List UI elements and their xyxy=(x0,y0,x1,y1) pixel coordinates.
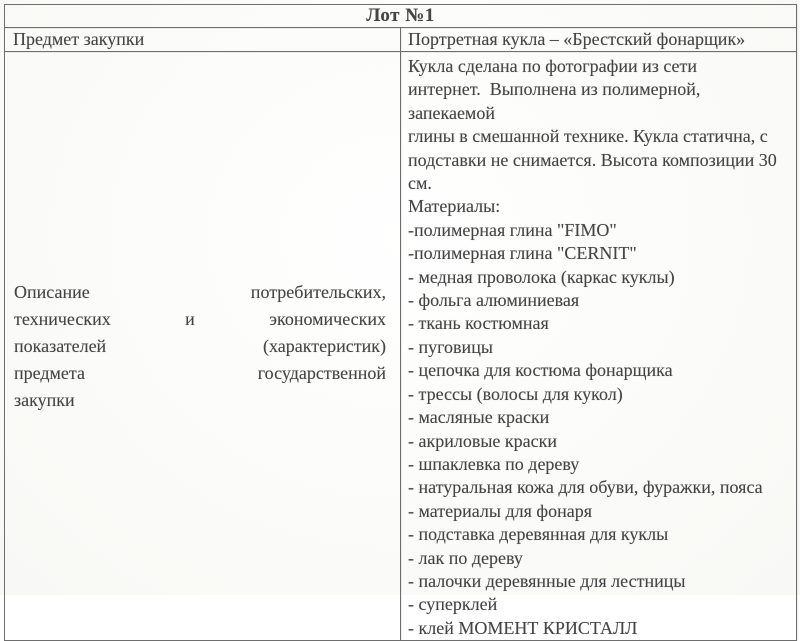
text-line: технических и экономических xyxy=(14,308,386,329)
text-line: предмета государственной xyxy=(14,362,386,383)
subject-row xyxy=(5,28,797,52)
text-line: - масляные краски xyxy=(408,407,550,428)
text-line: -полимерная глина "FIMO" xyxy=(408,219,617,240)
text-line: закупки xyxy=(14,389,75,410)
table-title-row xyxy=(5,5,797,28)
description-label-cell xyxy=(5,52,401,641)
subject-value: Портретная кукла – «Брестский фонарщик» xyxy=(401,28,797,52)
text-line: - цепочка для костюма фонарщика xyxy=(408,360,673,381)
description-value xyxy=(408,55,790,640)
subject-label: Предмет закупки xyxy=(5,28,401,52)
text-line: - пуговицы xyxy=(408,336,493,357)
lot-table xyxy=(4,4,797,641)
text-line: подставки не снимается. Высота композиции 30 см. xyxy=(408,149,782,194)
text-line: - шпаклевка по дереву xyxy=(408,453,580,474)
text-line: - лак по дереву xyxy=(408,547,523,568)
text-line: Кукла сделана по фотографии из сети xyxy=(408,56,698,76)
text-line: - подставка деревянная для куклы xyxy=(408,524,669,545)
text-line: - палочки деревянные для лестницы xyxy=(408,570,686,591)
text-line: - материалы для фонаря xyxy=(408,500,592,521)
description-value-cell xyxy=(401,52,797,641)
text-line: интернет. Выполнена из полимерной, запекаемой xyxy=(408,79,705,123)
text-line: - суперклей xyxy=(408,594,498,615)
lot-title: Лот №1 xyxy=(5,5,797,28)
text-line: - фольга алюминиевая xyxy=(408,290,580,311)
text-line: - натуральная кожа для обуви, фуражки, пояса xyxy=(408,477,763,498)
description-row xyxy=(5,52,797,641)
text-line: - ткань костюмная xyxy=(408,313,549,334)
text-line: глины в смешанной технике. Кукла статична, с xyxy=(408,126,768,147)
text-line: Описание потребительских, xyxy=(14,281,386,302)
description-label xyxy=(14,279,386,414)
text-line: показателей (характеристик) xyxy=(14,335,386,356)
text-line: - клей МОМЕНТ КРИСТАЛЛ xyxy=(408,617,638,638)
text-line: Материалы: xyxy=(408,196,501,217)
text-line: - акриловые краски xyxy=(408,430,558,451)
text-line: - медная проволока (каркас куклы) xyxy=(408,266,675,287)
text-line: - трессы (волосы для кукол) xyxy=(408,383,623,404)
text-line: -полимерная глина "CERNIT" xyxy=(408,243,637,264)
